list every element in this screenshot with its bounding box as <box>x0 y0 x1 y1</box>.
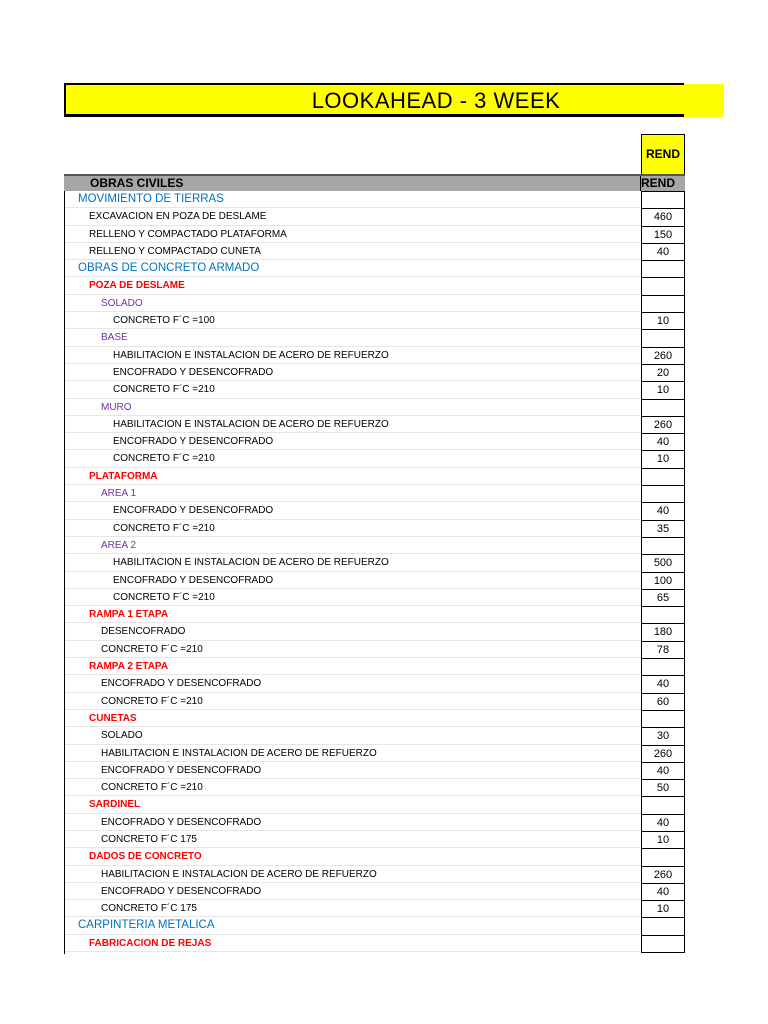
table-row <box>65 900 670 917</box>
table-row <box>65 468 641 485</box>
section-header-label: OBRAS CIVILES <box>90 176 184 190</box>
activity-label: RELLENO Y COMPACTADO PLATAFORMA <box>89 228 287 240</box>
rend-cell: 40 <box>641 814 685 831</box>
table-row <box>65 745 673 762</box>
rend-cell: 10 <box>641 450 685 467</box>
rend-cell <box>641 329 685 346</box>
table-row <box>65 814 670 831</box>
table-row <box>65 641 670 658</box>
rend-cell <box>641 935 685 952</box>
page-title: LOOKAHEAD - 3 WEEK <box>311 88 561 113</box>
activity-label: SOLADO <box>101 297 143 309</box>
activity-label: CONCRETO F´C =210 <box>101 782 203 794</box>
rend-cell <box>641 191 685 208</box>
activity-label: ENCOFRADO Y DESENCOFRADO <box>113 366 274 378</box>
table-row <box>65 796 641 813</box>
rend-cell <box>641 606 685 623</box>
rend-cell: 260 <box>641 745 685 762</box>
activity-label: CONCRETO F´C =210 <box>101 695 203 707</box>
activity-label: BASE <box>101 332 128 344</box>
activity-label: FABRICACION DE REJAS <box>89 937 212 949</box>
table-row <box>65 883 670 900</box>
table-row <box>65 935 641 952</box>
rend-cell: 78 <box>641 641 685 658</box>
activity-label: DADOS DE CONCRETO <box>89 851 202 863</box>
activity-label: CONCRETO F´C =210 <box>101 643 203 655</box>
table-row <box>65 623 673 640</box>
rend-cell: 40 <box>641 502 685 519</box>
table-row <box>65 295 641 312</box>
table-row <box>65 866 673 883</box>
activity-label: SARDINEL <box>89 799 141 811</box>
rend-cell: 30 <box>641 727 685 744</box>
table-row <box>65 502 670 519</box>
rend-cell <box>641 260 685 277</box>
table-row <box>65 450 670 467</box>
table-row <box>65 312 670 329</box>
rend-cell: 40 <box>641 762 685 779</box>
table-row <box>65 658 641 675</box>
rend-cell: 260 <box>641 866 685 883</box>
rend-cell <box>641 658 685 675</box>
table-row <box>65 347 673 364</box>
rend-column-bottom-border <box>641 952 685 953</box>
activity-label: EXCAVACION EN POZA DE DESLAME <box>89 211 267 223</box>
table-row <box>65 589 670 606</box>
rend-cell <box>641 537 685 554</box>
rend-cell: 10 <box>641 900 685 917</box>
rend-cell <box>641 710 685 727</box>
activity-label: CONCRETO F´C =210 <box>113 591 215 603</box>
activity-label: CONCRETO F´C =100 <box>113 315 215 327</box>
activity-label: CONCRETO F´C 175 <box>101 903 197 915</box>
activity-label: MOVIMIENTO DE TIERRAS <box>78 193 224 205</box>
activity-label: ENCOFRADO Y DESENCOFRADO <box>113 436 274 448</box>
activity-label: AREA 1 <box>101 488 137 500</box>
rend-cell: 460 <box>641 208 685 225</box>
table-row <box>65 364 670 381</box>
rend-cell: 500 <box>641 554 685 571</box>
rend-cell: 35 <box>641 520 685 537</box>
table-row <box>65 727 670 744</box>
table-row <box>65 433 670 450</box>
activity-label: PLATAFORMA <box>89 470 158 482</box>
activity-label: CONCRETO F´C =210 <box>113 384 215 396</box>
table-row <box>65 675 670 692</box>
activity-label: RAMPA 2 ETAPA <box>89 661 169 673</box>
rend-column-header: REND <box>641 134 685 174</box>
rend-cell: 60 <box>641 693 685 710</box>
rend-cell: 100 <box>641 572 685 589</box>
activity-label: RAMPA 1 ETAPA <box>89 609 169 621</box>
table-row <box>65 762 670 779</box>
activity-label: ENCOFRADO Y DESENCOFRADO <box>113 574 274 586</box>
activity-label: HABILITACION E INSTALACION DE ACERO DE REFUERZO <box>113 557 389 569</box>
activity-label: ENCOFRADO Y DESENCOFRADO <box>101 678 262 690</box>
table-row <box>65 779 670 796</box>
activity-label: ENCOFRADO Y DESENCOFRADO <box>101 816 262 828</box>
table-row <box>65 520 670 537</box>
rend-cell: 10 <box>641 312 685 329</box>
rend-cell <box>641 917 685 934</box>
table-row <box>65 208 673 225</box>
rend-cell: 40 <box>641 883 685 900</box>
activity-table <box>0 191 768 952</box>
table-row <box>65 831 670 848</box>
activity-label: HABILITACION E INSTALACION DE ACERO DE REFUERZO <box>101 868 377 880</box>
activity-label: AREA 2 <box>101 539 137 551</box>
table-row <box>65 260 641 277</box>
table-row <box>65 399 641 416</box>
activity-label: CONCRETO F´C =210 <box>113 522 215 534</box>
rend-cell: 40 <box>641 243 685 260</box>
section-header-rend: REND <box>641 176 676 190</box>
table-row <box>65 917 641 934</box>
table-row <box>65 537 641 554</box>
table-row <box>65 381 670 398</box>
activity-label: MURO <box>101 401 132 413</box>
table-row <box>65 848 641 865</box>
table-row <box>65 329 641 346</box>
activity-label: CONCRETO F´C 175 <box>101 833 197 845</box>
activity-label: CONCRETO F´C =210 <box>113 453 215 465</box>
activity-label: POZA DE DESLAME <box>89 280 185 292</box>
activity-label: OBRAS DE CONCRETO ARMADO <box>78 262 260 275</box>
table-row <box>65 572 673 589</box>
activity-label: SOLADO <box>101 730 143 742</box>
rend-cell <box>641 277 685 294</box>
rend-cell: 20 <box>641 364 685 381</box>
activity-label: DESENCOFRADO <box>101 626 186 638</box>
rend-cell: 10 <box>641 381 685 398</box>
rend-cell: 50 <box>641 779 685 796</box>
activity-label: CARPINTERIA METALICA <box>78 919 215 932</box>
rend-cell: 180 <box>641 623 685 640</box>
rend-cell <box>641 796 685 813</box>
rend-cell: 65 <box>641 589 685 606</box>
activity-label: ENCOFRADO Y DESENCOFRADO <box>113 505 274 517</box>
table-row <box>65 416 673 433</box>
rend-cell: 150 <box>641 226 685 243</box>
table-row <box>65 243 670 260</box>
activity-label: ENCOFRADO Y DESENCOFRADO <box>101 885 262 897</box>
activity-label: CUNETAS <box>89 712 137 724</box>
activity-label: HABILITACION E INSTALACION DE ACERO DE REFUERZO <box>113 418 389 430</box>
rend-cell <box>641 848 685 865</box>
activity-label: RELLENO Y COMPACTADO CUNETA <box>89 245 261 257</box>
rend-cell: 10 <box>641 831 685 848</box>
table-row <box>65 277 641 294</box>
table-row <box>65 554 673 571</box>
rend-cell <box>641 399 685 416</box>
rend-cell: 260 <box>641 416 685 433</box>
table-row <box>65 226 673 243</box>
activity-label: ENCOFRADO Y DESENCOFRADO <box>101 764 262 776</box>
rend-cell: 40 <box>641 433 685 450</box>
table-row <box>65 191 641 208</box>
table-row <box>65 485 641 502</box>
activity-label: HABILITACION E INSTALACION DE ACERO DE REFUERZO <box>101 747 377 759</box>
rend-cell <box>641 295 685 312</box>
table-row <box>65 710 641 727</box>
table-row <box>65 606 641 623</box>
rend-cell <box>641 485 685 502</box>
table-row <box>65 693 670 710</box>
rend-cell <box>641 468 685 485</box>
activity-label: HABILITACION E INSTALACION DE ACERO DE REFUERZO <box>113 349 389 361</box>
rend-cell: 40 <box>641 675 685 692</box>
rend-cell: 260 <box>641 347 685 364</box>
